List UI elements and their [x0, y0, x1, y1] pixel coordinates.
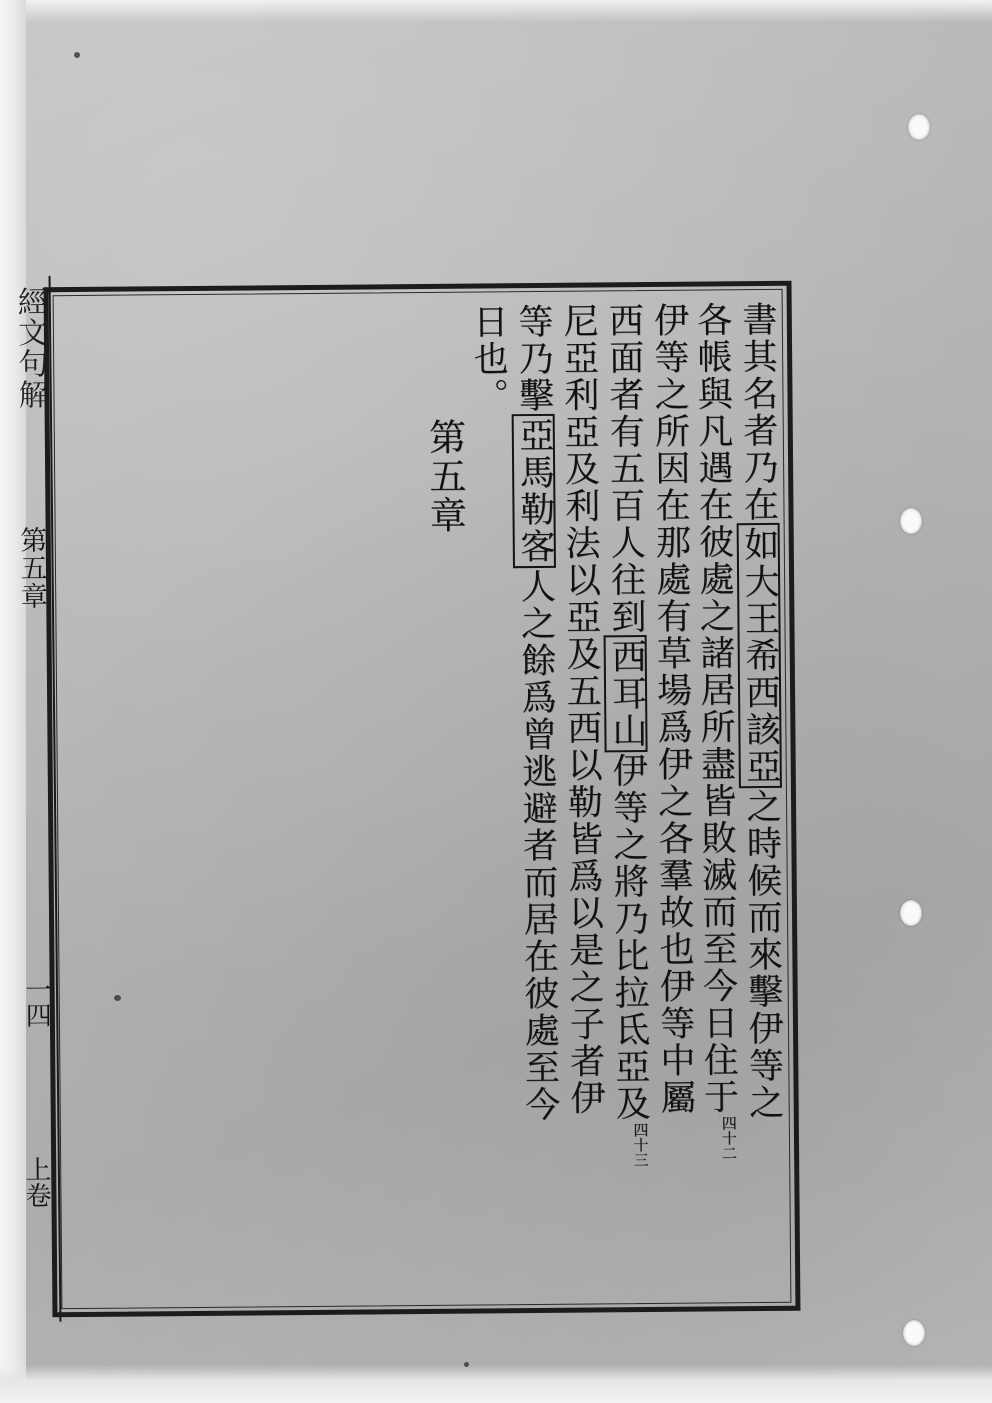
binder-punch-hole [908, 114, 930, 140]
proper-name-box: 西耳山 [604, 635, 648, 752]
binder-punch-hole [900, 900, 922, 926]
scan-speck [74, 52, 80, 58]
running-title: 經文句解 [11, 285, 48, 411]
scan-speck [464, 1362, 469, 1367]
text-column [691, 295, 738, 1160]
column-text: 日也。 [467, 303, 509, 415]
paper-edge-top [0, 0, 992, 22]
text-column [734, 295, 784, 1121]
text-columns [58, 295, 787, 1303]
volume-label: 上卷 [20, 1155, 52, 1209]
text-column [467, 297, 507, 414]
column-text: 書其名者乃在如大王希西該亞之時候而來擊伊等之 [736, 300, 784, 1122]
column-text: 等乃擊亞馬勒客人之餘爲曾逃避者而居在彼處至今 [512, 302, 560, 1124]
text-column [558, 296, 604, 1116]
text-column [601, 296, 652, 1167]
page-number: 一四 [20, 975, 52, 1029]
binder-punch-hole [900, 508, 922, 534]
paper-edge-bottom [0, 1365, 992, 1403]
interlinear-note: 四十三 [631, 1122, 650, 1168]
column-text: 西面者有五百人往到西耳山伊等之將乃比拉氐亞及 [603, 302, 651, 1123]
column-text: 各帳與凡遇在彼處之諸居所盡皆敗滅而至今日住于 [691, 301, 739, 1116]
chapter-heading [422, 298, 466, 535]
text-block [44, 281, 801, 1317]
spine-chapter-label: 第五章 [15, 525, 48, 611]
proper-name-box: 如大王希西該亞 [736, 523, 781, 788]
proper-name-box: 亞馬勒客 [512, 414, 557, 568]
interlinear-note: 四十二 [719, 1115, 738, 1161]
text-column [510, 297, 560, 1123]
text-column [648, 296, 694, 1116]
column-text: 伊等之所因在那處有草場爲伊之各羣故也伊等中屬 [648, 301, 696, 1116]
chapter-heading-text: 第五章 [422, 417, 467, 535]
column-text: 尼亞利亞及利法以亞及五西以勒皆爲以是之子者伊 [557, 302, 606, 1117]
binder-punch-hole [903, 1320, 925, 1346]
